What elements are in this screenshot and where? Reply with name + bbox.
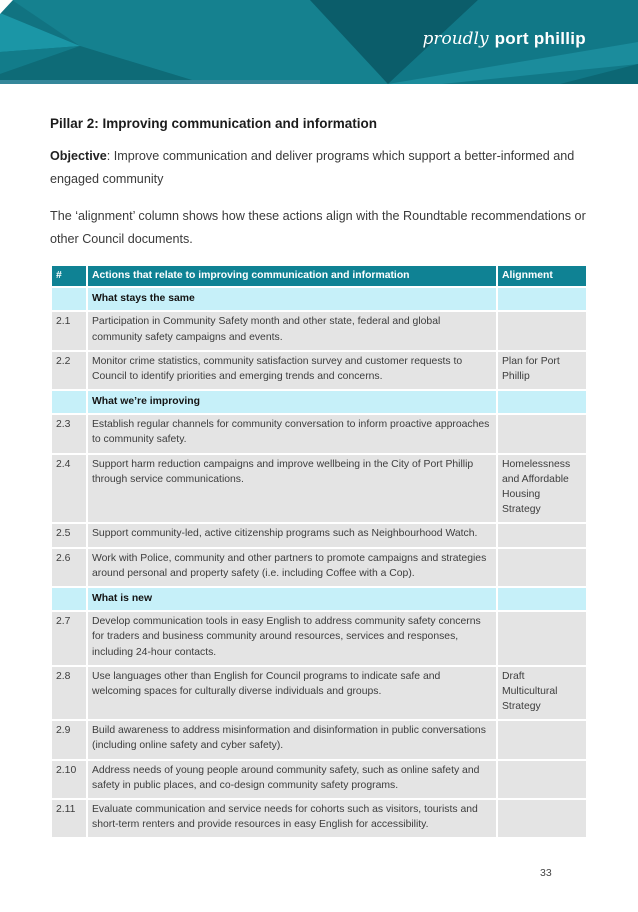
- intro-paragraph: The ‘alignment’ column shows how these actions align with the Roundtable recommendations or other Council documents.: [50, 208, 586, 246]
- action-row: [51, 523, 587, 547]
- action-text-cell: Build awareness to address misinformation and disinformation in public conversations (including online safety and cyber safety).: [87, 720, 497, 759]
- action-row: [51, 414, 587, 453]
- header-banner: [0, 0, 638, 84]
- action-text-cell: Use languages other than English for Council programs to indicate safe and welcoming spaces for culturally diverse individuals and groups.: [87, 666, 497, 721]
- alignment-cell: [497, 548, 587, 587]
- alignment-cell: Homelessness and Affordable Housing Strategy: [497, 454, 587, 524]
- column-header-alignment: Alignment: [497, 265, 587, 288]
- section-header-row: [51, 587, 587, 611]
- action-row: [51, 311, 587, 350]
- alignment-cell: [497, 720, 587, 759]
- section-label: What stays the same: [87, 287, 497, 311]
- alignment-cell: [497, 611, 587, 666]
- objective-label: Objective: [50, 149, 107, 163]
- section-header-row: [51, 390, 587, 414]
- action-text-cell: Monitor crime statistics, community satisfaction survey and customer requests to Council to identify priorities and emerging trends and concerns.: [87, 351, 497, 390]
- action-row: [51, 611, 587, 666]
- alignment-cell: [497, 799, 587, 838]
- section-number-cell: [51, 587, 87, 611]
- action-text-cell: Support harm reduction campaigns and improve wellbeing in the City of Port Phillip through service communications.: [87, 454, 497, 524]
- action-number-cell: 2.6: [51, 548, 87, 587]
- page-number: 33: [540, 867, 552, 879]
- section-label: What we’re improving: [87, 390, 497, 414]
- alignment-cell: [497, 760, 587, 799]
- proudly-port-phillip-logo: [422, 29, 586, 49]
- action-text-cell: Develop communication tools in easy English to address community safety concerns for traders and business community around resources, services and responses, including 24-hour contacts.: [87, 611, 497, 666]
- logo-script-text: proudly: [422, 29, 489, 49]
- action-number-cell: 2.3: [51, 414, 87, 453]
- alignment-cell: [497, 523, 587, 547]
- alignment-cell: Plan for Port Phillip: [497, 351, 587, 390]
- action-number-cell: 2.8: [51, 666, 87, 721]
- table-header-row: [51, 265, 587, 288]
- document-content: [0, 116, 638, 839]
- alignment-cell: Draft Multicultural Strategy: [497, 666, 587, 721]
- section-alignment-cell: [497, 390, 587, 414]
- alignment-cell: [497, 311, 587, 350]
- action-text-cell: Address needs of young people around community safety, such as online safety and safety in public places, and co-design community safety programs.: [87, 760, 497, 799]
- action-number-cell: 2.4: [51, 454, 87, 524]
- action-row: [51, 454, 587, 524]
- action-row: [51, 799, 587, 838]
- section-number-cell: [51, 287, 87, 311]
- logo-bold-text: port phillip: [494, 29, 586, 48]
- action-text-cell: Evaluate communication and service needs for cohorts such as visitors, tourists and short-term renters and provide resources in easy English for accessibility.: [87, 799, 497, 838]
- action-row: [51, 666, 587, 721]
- action-number-cell: 2.11: [51, 799, 87, 838]
- objective-paragraph: [50, 145, 588, 191]
- objective-text: : Improve communication and deliver programs which support a better-informed and engaged community: [50, 149, 575, 186]
- action-row: [51, 720, 587, 759]
- action-number-cell: 2.7: [51, 611, 87, 666]
- section-alignment-cell: [497, 287, 587, 311]
- action-number-cell: 2.9: [51, 720, 87, 759]
- section-header-row: [51, 287, 587, 311]
- action-row: [51, 351, 587, 390]
- action-text-cell: Work with Police, community and other partners to promote campaigns and strategies around personal and property safety (i.e. including Coffee with a Cop).: [87, 548, 497, 587]
- page-title: Pillar 2: Improving communication and information: [50, 116, 378, 131]
- action-number-cell: 2.1: [51, 311, 87, 350]
- section-number-cell: [51, 390, 87, 414]
- action-text-cell: Support community-led, active citizenship programs such as Neighbourhood Watch.: [87, 523, 497, 547]
- section-alignment-cell: [497, 587, 587, 611]
- action-row: [51, 548, 587, 587]
- alignment-cell: [497, 414, 587, 453]
- action-row: [51, 760, 587, 799]
- actions-table: [50, 264, 588, 840]
- action-number-cell: 2.5: [51, 523, 87, 547]
- action-text-cell: Establish regular channels for community conversation to inform proactive approaches to community safety.: [87, 414, 497, 453]
- action-number-cell: 2.2: [51, 351, 87, 390]
- action-number-cell: 2.10: [51, 760, 87, 799]
- section-label: What is new: [87, 587, 497, 611]
- column-header-actions: Actions that relate to improving communication and information: [87, 265, 497, 288]
- action-text-cell: Participation in Community Safety month and other state, federal and global community safety campaigns and events.: [87, 311, 497, 350]
- column-header-number: #: [51, 265, 87, 288]
